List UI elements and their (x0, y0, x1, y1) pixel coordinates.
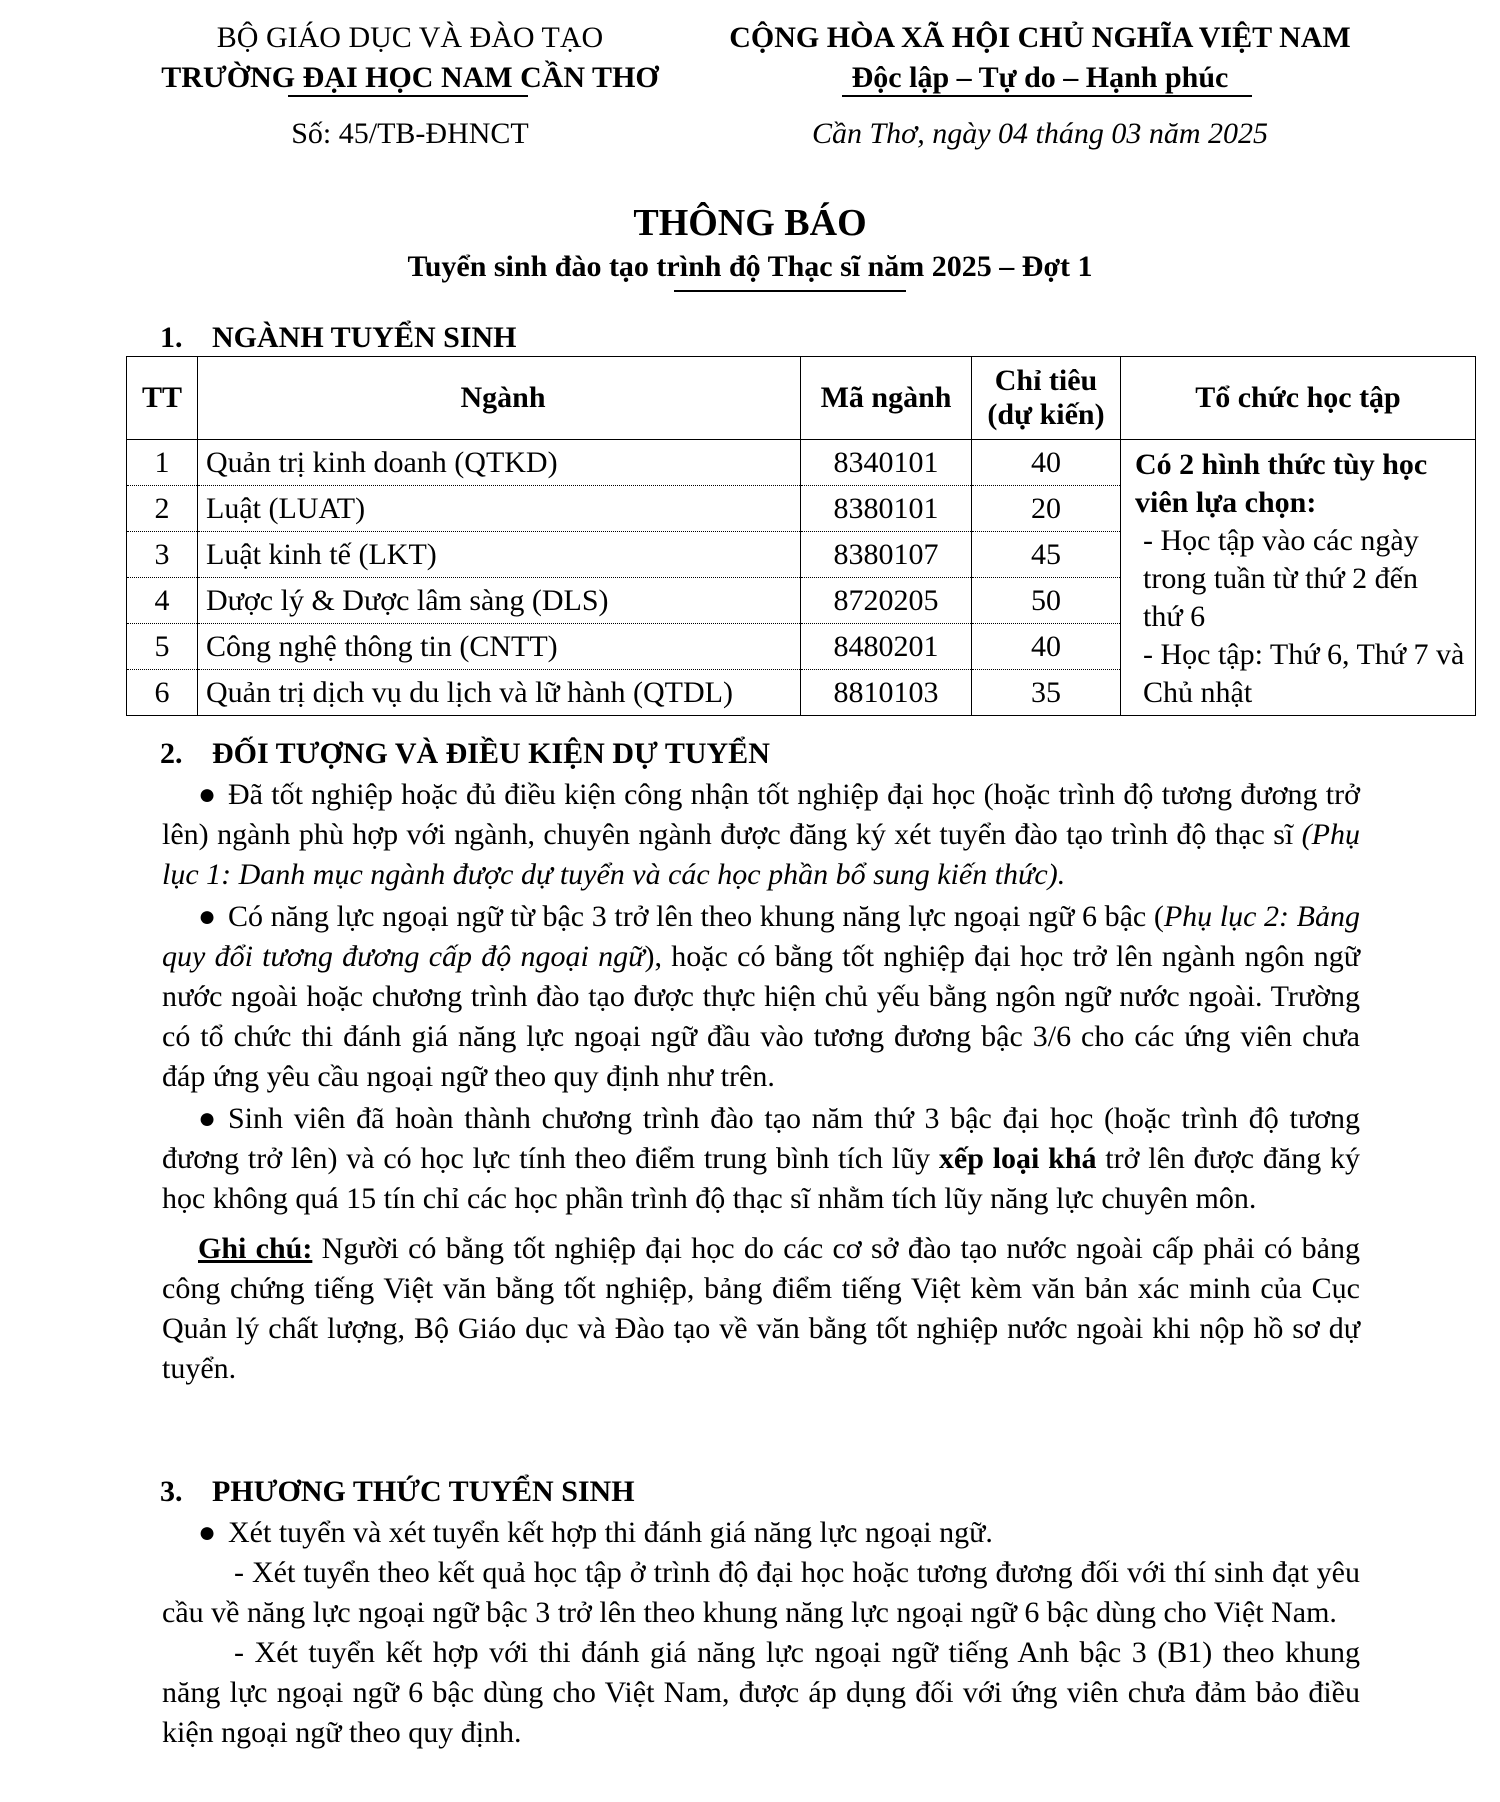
subtitle-underline (674, 290, 906, 292)
cell-name: Công nghệ thông tin (CNTT) (198, 624, 801, 670)
cell-tt: 4 (127, 578, 198, 624)
section-2-body (162, 775, 1360, 1389)
cell-name: Luật (LUAT) (198, 486, 801, 532)
bullet-icon: ● (198, 900, 217, 933)
section-number: 2. (160, 737, 183, 770)
method-bullet-1 (162, 1513, 1360, 1553)
country-name: CỘNG HÒA XÃ HỘI CHỦ NGHĨA VIỆT NAM (729, 21, 1351, 54)
cell-tt: 5 (127, 624, 198, 670)
cell-quota: 40 (972, 440, 1121, 486)
issuer-block (120, 18, 700, 98)
doc-title: THÔNG BÁO (633, 202, 867, 244)
programs-table (126, 356, 1476, 716)
cell-code: 8380101 (801, 486, 972, 532)
method-sub-1: - Xét tuyển theo kết quả học tập ở trình độ đại học hoặc tương đương đối với thí sinh đạt yêu cầu về năng lực ngoại ngữ bậc 3 trở lên theo khung năng lực ngoại ngữ 6 bậc dùng cho Việt Nam. (162, 1556, 1360, 1629)
bullet-text: Đã tốt nghiệp hoặc đủ điều kiện công nhận tốt nghiệp đại học (hoặc trình độ tương đương trở lên) ngành phù hợp với ngành, chuyên ngành được đăng ký xét tuyển đào tạo trình độ thạc sĩ (162, 778, 1360, 851)
cell-quota: 45 (972, 532, 1121, 578)
col-header-quota-line1: Chỉ tiêu (994, 364, 1098, 397)
section-2-heading (160, 734, 770, 774)
cell-name: Dược lý & Dược lâm sàng (DLS) (198, 578, 801, 624)
section-number: 1. (160, 321, 183, 354)
university-name: TRƯỜNG ĐẠI HỌC NAM CẦN THƠ (161, 61, 659, 94)
cell-code: 8810103 (801, 670, 972, 716)
table-row (127, 440, 1476, 486)
cell-code: 8720205 (801, 578, 972, 624)
cell-tt: 6 (127, 670, 198, 716)
cell-quota: 50 (972, 578, 1121, 624)
section-3-heading (160, 1472, 635, 1512)
bullet-text-cont: ), hoặc có bằng tốt nghiệp đại học trở lên ngành ngôn ngữ nước ngoài hoặc chương trình đào tạo được thực hiện chủ yếu bằng ngôn ngữ nước ngoài. Trường có tổ chức thi đánh giá năng lực ngoại ngữ đầu vào tương đương bậc 3/6 cho các ứng viên chưa đáp ứng yêu cầu ngoại ngữ theo quy định như trên. (162, 940, 1360, 1093)
table-header-row (127, 357, 1476, 440)
national-block (700, 18, 1380, 98)
col-header-tt: TT (127, 357, 198, 440)
cell-code: 8340101 (801, 440, 972, 486)
org-intro: Có 2 hình thức tùy học viên lựa chọn: (1135, 448, 1428, 519)
university-underline (288, 95, 528, 97)
cell-quota: 20 (972, 486, 1121, 532)
col-header-quota (972, 357, 1121, 440)
bullet-text-cont: trở lên được đăng ký học không quá 15 tín chỉ các học phần trình độ thạc sĩ nhằm tích lũy năng lực chuyên môn. (162, 1142, 1360, 1215)
section-3-body (162, 1513, 1360, 1753)
doc-number: Số: 45/TB-ĐHNCT (291, 117, 529, 150)
col-header-name: Ngành (198, 357, 801, 440)
cell-tt: 2 (127, 486, 198, 532)
note-paragraph (162, 1229, 1360, 1389)
org-option-1: - Học tập vào các ngày trong tuần từ thứ 2 đến thứ 6 (1143, 524, 1419, 633)
bullet-text: Xét tuyển và xét tuyển kết hợp thi đánh giá năng lực ngoại ngữ. (228, 1516, 993, 1549)
cell-quota: 35 (972, 670, 1121, 716)
doc-date: Cần Thơ, ngày 04 tháng 03 năm 2025 (811, 117, 1269, 150)
col-header-org: Tổ chức học tập (1121, 357, 1476, 440)
cell-quota: 40 (972, 624, 1121, 670)
ministry-name: BỘ GIÁO DỤC VÀ ĐÀO TẠO (216, 21, 604, 54)
bullet-text: Có năng lực ngoại ngữ từ bậc 3 trở lên theo khung năng lực ngoại ngữ 6 bậc ( (228, 900, 1164, 933)
bullet-icon: ● (198, 1102, 217, 1135)
bullet-icon: ● (198, 1516, 217, 1549)
criteria-bullet-2 (162, 897, 1360, 1097)
col-header-code: Mã ngành (801, 357, 972, 440)
section-title: NGÀNH TUYỂN SINH (212, 321, 517, 354)
cell-tt: 3 (127, 532, 198, 578)
motto-underline (842, 95, 1252, 97)
section-title: PHƯƠNG THỨC TUYỂN SINH (212, 1475, 635, 1508)
cell-name: Luật kinh tế (LKT) (198, 532, 801, 578)
cell-code: 8380107 (801, 532, 972, 578)
section-1-heading (160, 318, 517, 358)
bullet-text: Sinh viên đã hoàn thành chương trình đào tạo năm thứ 3 bậc đại học (hoặc trình độ tương đương trở lên) và có học lực tính theo điểm trung bình tích lũy (162, 1102, 1360, 1175)
section-title: ĐỐI TƯỢNG VÀ ĐIỀU KIỆN DỰ TUYỂN (212, 737, 770, 770)
criteria-bullet-1 (162, 775, 1360, 895)
cell-name: Quản trị dịch vụ du lịch và lữ hành (QTDL) (198, 670, 801, 716)
criteria-bullet-3 (162, 1099, 1360, 1219)
motto: Độc lập – Tự do – Hạnh phúc (851, 61, 1229, 94)
appendix-1-reference: (Phụ lục 1: Danh mục ngành được dự tuyển và các học phần bổ sung kiến thức). (162, 818, 1360, 891)
method-sub-2: - Xét tuyển kết hợp với thi đánh giá năng lực ngoại ngữ tiếng Anh bậc 3 (B1) theo khung năng lực ngoại ngữ 6 bậc dùng cho Việt Nam, được áp dụng đối với ứng viên chưa đảm bảo điều kiện ngoại ngữ theo quy định. (162, 1636, 1360, 1749)
doc-subtitle: Tuyển sinh đào tạo trình độ Thạc sĩ năm 2025 – Đợt 1 (407, 250, 1093, 283)
cell-name: Quản trị kinh doanh (QTKD) (198, 440, 801, 486)
cell-org (1121, 440, 1476, 716)
cell-tt: 1 (127, 440, 198, 486)
bullet-icon: ● (198, 778, 217, 811)
section-number: 3. (160, 1475, 183, 1508)
appendix-2-reference: Phụ lục 2: Bảng quy đổi tương đương cấp độ ngoại ngữ (162, 900, 1360, 973)
cell-code: 8480201 (801, 624, 972, 670)
note-text: Người có bằng tốt nghiệp đại học do các cơ sở đào tạo nước ngoài cấp phải có bảng công chứng tiếng Việt văn bằng tốt nghiệp, bảng điểm tiếng Việt kèm văn bản xác minh của Cục Quản lý chất lượng, Bộ Giáo dục và Đào tạo về văn bằng tốt nghiệp nước ngoài khi nộp hồ sơ dự tuyển. (162, 1232, 1360, 1385)
col-header-quota-line2: (dự kiến) (987, 398, 1105, 431)
grade-requirement: xếp loại khá (938, 1142, 1097, 1175)
org-option-2: - Học tập: Thứ 6, Thứ 7 và Chủ nhật (1143, 638, 1465, 709)
note-label: Ghi chú: (198, 1232, 313, 1265)
